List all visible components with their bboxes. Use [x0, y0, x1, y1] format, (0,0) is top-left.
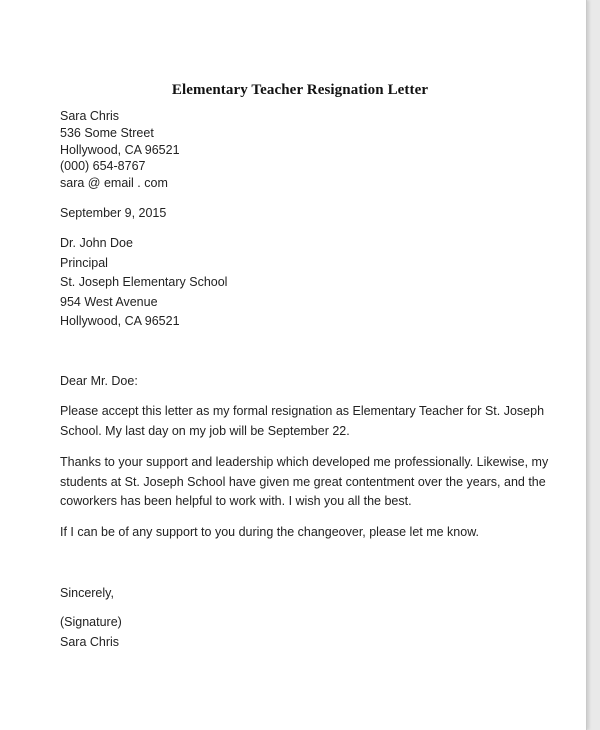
signature-block: [60, 613, 122, 652]
recipient-city: Hollywood, CA 96521: [60, 314, 180, 329]
body-paragraph-3: [60, 523, 530, 543]
letter-date: September 9, 2015: [60, 206, 167, 220]
paragraph-line: Please accept this letter as my formal resignation as Elementary Teacher for St. Joseph: [60, 404, 545, 418]
paragraph-line: students at St. Joseph School have given me great contentment over the years, and the: [60, 474, 546, 489]
closing-text: Sincerely,: [60, 586, 114, 600]
closing: [60, 584, 114, 604]
recipient-name: Dr. John Doe: [60, 236, 133, 250]
recipient-address-block: [60, 234, 227, 332]
sender-name: Sara Chris: [60, 109, 120, 123]
letter-title: Elementary Teacher Resignation Letter: [171, 82, 429, 98]
sender-street: 536 Some Street: [60, 125, 154, 140]
paragraph-line: Thanks to your support and leadership which developed me professionally. Likewise, my: [60, 455, 549, 469]
paragraph-line: If I can be of any support to you during the changeover, please let me know.: [60, 525, 480, 539]
sender-phone: (000) 654-8767: [60, 159, 146, 174]
recipient-school: St. Joseph Elementary School: [60, 275, 228, 290]
recipient-street: 954 West Avenue: [60, 294, 158, 309]
signature-placeholder: (Signature): [60, 615, 122, 629]
body-paragraph-2: [60, 453, 549, 512]
salutation: Dear Mr. Doe:: [60, 374, 138, 388]
sender-address-block: [60, 108, 180, 192]
body-paragraph-1: [60, 402, 545, 441]
paragraph-line: coworkers has been helpful to work with. I wish you all the best.: [60, 494, 412, 508]
paragraph-line: School. My last day on my job will be September 22.: [60, 423, 350, 438]
sender-city: Hollywood, CA 96521: [60, 142, 180, 157]
recipient-position: Principal: [60, 255, 108, 270]
signer-name: Sara Chris: [60, 634, 120, 649]
sender-email: sara @ email . com: [60, 176, 168, 191]
